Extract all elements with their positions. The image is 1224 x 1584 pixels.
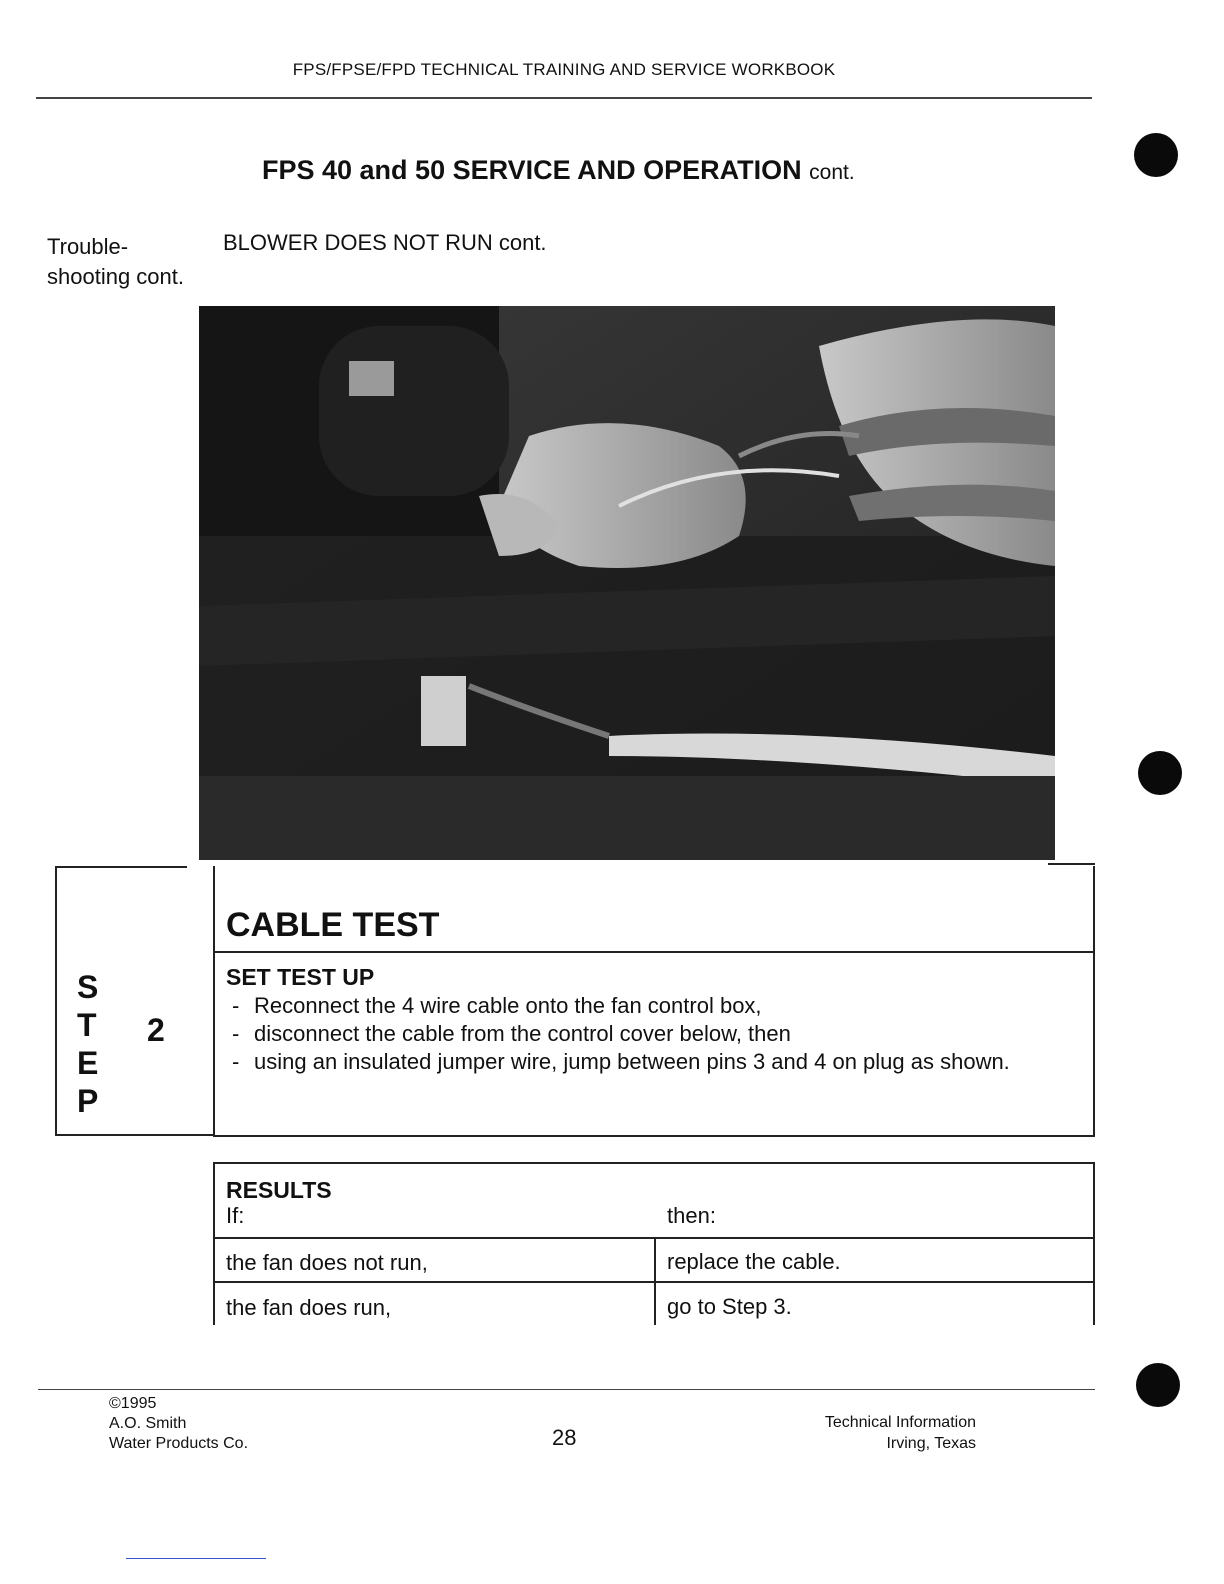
footer-company [109,1394,248,1454]
header-rule [36,97,1092,99]
results-heading: RESULTS [226,1177,332,1203]
setup-item: - using an insulated jumper wire, jump between pins 3 and 4 on plug as shown. [232,1048,1032,1076]
section-title-text: FPS 40 and 50 SERVICE AND OPERATION [262,155,802,185]
side-note [47,232,184,292]
footer-company-line1: A.O. Smith [109,1415,187,1432]
footer-location: Irving, Texas [886,1435,976,1452]
step-letter-t: T [77,1007,97,1043]
footer-dept-name: Technical Information [824,1414,976,1431]
results-then-label: then: [667,1203,716,1228]
subheading: BLOWER DOES NOT RUN cont. [223,230,547,255]
results-row-1-then: replace the cable. [667,1249,841,1274]
results-row-2-if: the fan does run, [226,1295,392,1320]
results-if-label: If: [226,1203,245,1228]
footer-dept [760,1412,976,1454]
test-box-top-rule [1048,863,1095,865]
step-label [77,968,98,1120]
results-column-divider [654,1237,656,1325]
footer-copyright: ©1995 [109,1395,157,1412]
section-title-suffix: cont. [809,161,855,184]
running-header: FPS/FPSE/FPD TECHNICAL TRAINING AND SERVICE WORKBOOK [292,60,836,79]
scan-mark [126,1558,266,1559]
setup-list [232,992,1032,1076]
setup-item: - Reconnect the 4 wire cable onto the fan control box, [232,992,1032,1020]
step-number: 2 [147,1012,165,1048]
results-row-2-then: go to Step 3. [667,1294,792,1319]
section-title [262,155,855,186]
page-number: 28 [552,1425,577,1450]
photo-hands-jumper-wire-icon [199,306,1055,860]
setup-item: - disconnect the cable from the control cover below, then [232,1020,1032,1048]
step-letter-e: E [77,1045,99,1081]
footer-company-line2: Water Products Co. [109,1435,249,1452]
setup-heading: SET TEST UP [226,964,375,990]
test-divider [213,951,1095,953]
binder-hole-top [1134,133,1178,177]
binder-hole-bottom [1136,1363,1180,1407]
side-note-line2: shooting cont. [47,264,184,289]
results-row-1-if: the fan does not run, [226,1250,428,1275]
binder-hole-middle [1138,751,1182,795]
step-letter-s: S [77,969,99,1005]
footer-rule [38,1389,1095,1390]
step-letter-p: P [77,1083,99,1119]
test-title: CABLE TEST [226,906,440,944]
side-note-line1: Trouble- [47,234,129,259]
